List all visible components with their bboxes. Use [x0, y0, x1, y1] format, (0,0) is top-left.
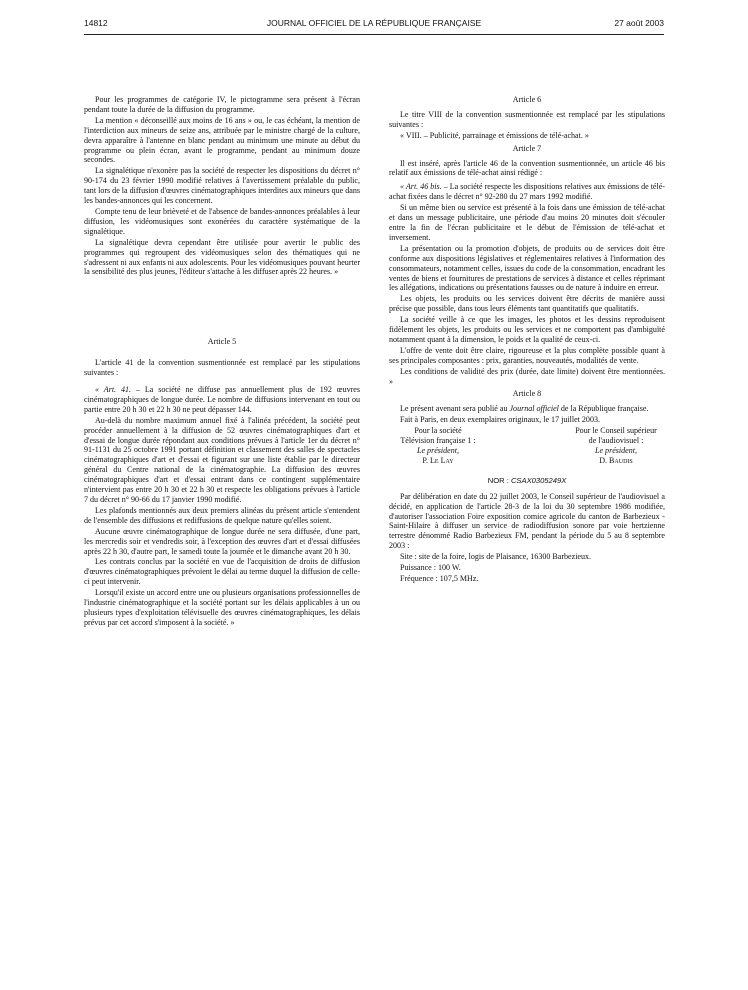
paragraph: L'article 41 de la convention susmentionnée est remplacé par les stipulations suivantes :: [84, 358, 360, 378]
header-rule: [84, 34, 664, 35]
paragraph: Site : site de la foire, logis de Plaisance, 16300 Barbezieux.: [400, 552, 592, 562]
signatory-name: P. Le Lay: [422, 455, 454, 465]
paragraph: Le titre VIII de la convention susmentionnée est remplacé par les stipulations suivantes :: [389, 109, 665, 129]
paragraph: Les contrats conclus par la société en vue de l'acquisition de droits de diffusion d'œuvres cinématographiques prévoient le délai au terme duquel la diffusion de celle-ci peut intervenir.: [84, 557, 360, 587]
paragraph: La société veille à ce que les images, les photos et les dessins reproduisent fidèlement les objets, les produits ou les services et ne comportent pas d'ambiguïté notamment quant à la dimension, le poids et la qualité de ceux-ci.: [389, 315, 665, 344]
signature-block: [389, 426, 665, 466]
paragraph: Il est inséré, après l'article 46 de la convention susmentionnée, un article 46 bis relatif aux émissions de télé-achat ainsi rédigé :: [389, 158, 665, 178]
article-8-heading: Article 8: [512, 389, 542, 399]
paragraph: Au-delà du nombre maximum annuel fixé à l'alinéa précédent, la société peut procéder annuellement à la diffusion de 52 œuvres cinématographiques d'art et d'essai de longue durée répondant aux conditions prévues à l'article 1er du décret n° 91-1131 du 25 octobre 1991 portant définition et classement des salles de spectacles cinématographiques d'art et d'essai et figurant sur une liste établie par le directeur général du Centre national de la cinématographie. La diffusion des œuvres cinématographiques d'art et d'essai entrant dans ce contingent supplémentaire n'intervient pas entre 20 h 30 et 22 h 30 et respecte les obligations prévues à l'article 7 du décret n° 90-66 du 17 janvier 1990 modifié.: [84, 415, 360, 504]
paragraph: Aucune œuvre cinématographique de longue durée ne sera diffusée, d'une part, les mercredis soir et vendredis soir, à l'exception des œuvres d'art et d'essai diffusées après 22 h 30, d'autre part, le samedi toute la journée et le dimanche avant 20 h 30.: [84, 526, 360, 556]
paragraph: Les conditions de validité des prix (durée, date limite) doivent être mentionnées. »: [389, 366, 665, 386]
signature-left: Pour la société Télévision française 1 : Le président, P. Le Lay: [389, 426, 527, 466]
journal-reference: Journal officiel: [509, 404, 559, 414]
paragraph: L'offre de vente doit être claire, rigoureuse et la plus complète possible quant à ses principales composantes : prix, garanties, nouveautés, modalités de vente.: [389, 345, 665, 365]
paragraph: Pour les programmes de catégorie IV, le pictogramme sera présent à l'écran pendant toute la durée de la diffusion du programme.: [84, 95, 360, 114]
paragraph: La présentation ou la promotion d'objets, de produits ou de services doit être conforme aux dispositions législatives et réglementaires relatives à l'information des consommateurs, notamment celles, issues du code de la consommation, encadrant les ventes de biens et fournitures de prestations de services à distance et celles réprimant les allégations, indications ou présentations fausses ou de nature à induire en erreur.: [389, 243, 665, 293]
article-label: « Art. 41.: [95, 385, 132, 395]
paragraph: La mention « déconseillé aux moins de 16 ans » ou, le cas échéant, la mention de l'interdiction aux mineurs de seize ans, attribuée par le ministre chargé de la culture, devra apparaître à l'antenne en blanc pendant au minimum une minute au début du programme ou plein écran, avant le programme, pendant au minimum douze secondes.: [84, 115, 360, 165]
paragraph: Lorsqu'il existe un accord entre une ou plusieurs organisations professionnelles de l'industrie cinématographique et la société portant sur les délais applicables à un ou plusieurs types d'exploitation télévisuelle des œuvres cinématographiques, les délais prévus par cet accord s'imposent à la société. »: [84, 588, 360, 627]
paragraph: « Art. 41. – La société ne diffuse pas annuellement plus de 192 œuvres cinématographiques de longue durée. Le nombre de diffusions intervenant en tout ou partie entre 20 h 30 et 22 h 30 ne peut dépasser 144.: [84, 385, 360, 414]
paragraph: « VIII. – Publicité, parrainage et émissions de télé-achat. »: [400, 130, 589, 140]
paragraph: Fréquence : 107,5 MHz.: [400, 573, 479, 583]
article-6-heading: Article 6: [512, 95, 542, 104]
paragraph: Le présent avenant sera publié au Journal officiel de la République française.: [400, 404, 649, 414]
paragraph: « Art. 46 bis. – La société respecte les dispositions relatives aux émissions de télé-achat fixées dans le décret n° 92-280 du 27 mars 1992 modifié.: [389, 182, 665, 202]
paragraph: Les objets, les produits ou les services doivent être décrits de manière aussi précise que possible, dans tous leurs éléments tant quantitatifs que qualitatifs.: [389, 294, 665, 314]
right-column: [389, 95, 665, 585]
page-number: 14812: [84, 18, 108, 28]
journal-title: JOURNAL OFFICIEL DE LA RÉPUBLIQUE FRANÇAISE: [266, 18, 482, 28]
page-header: [84, 18, 664, 32]
paragraph: Par délibération en date du 22 juillet 2003, le Conseil supérieur de l'audiovisuel a décidé, en application de l'article 28-3 de la loi du 30 septembre 1986 modifiée, d'autoriser l'association Foire exposition comice agricole du canton de Barbezieux - Saint-Hilaire à diffuser un service de radiodiffusion sonore par voie hertzienne terrestre dénommé Radio Barbezieux FM, pendant la période du 5 au 8 septembre 2003 :: [389, 491, 665, 551]
paragraph: Fait à Paris, en deux exemplaires originaux, le 17 juillet 2003.: [400, 415, 601, 425]
article-label: « Art. 46 bis.: [400, 182, 442, 192]
paragraph: Les plafonds mentionnés aux deux premiers alinéas du présent article s'entendent de l'ensemble des diffusions et rediffusions de quelque nature qu'elles soient.: [84, 505, 360, 525]
paragraph: Puissance : 100 W.: [400, 563, 461, 573]
article-7-heading: Article 7: [512, 143, 542, 153]
nor-reference: NOR : CSAX0305249X: [487, 475, 567, 485]
paragraph: Compte tenu de leur brièveté et de l'absence de bandes-annonces préalables à leur diffusion, les vidéomusiques sont exonérées du caractère systématique de la signalétique.: [84, 206, 360, 236]
signature-right: Pour le Conseil supérieur de l'audiovisuel : Le président, D. Baudis: [527, 426, 665, 466]
signatory-name: D. Baudis: [599, 455, 633, 465]
left-column: [84, 95, 360, 629]
paragraph: Si un même bien ou service est présenté à la fois dans une émission de télé-achat et dans un message publicitaire, une période d'au moins 20 minutes doit s'écouler entre la fin de l'écran publicitaire et le début de l'émission de télé-achat et inversement.: [389, 203, 665, 242]
paragraph: La signalétique devra cependant être utilisée pour avertir le public des programmes qui regroupent des vidéomusiques selon des thématiques qui ne s'adressent ni aux enfants ni aux adolescents. Pour les vidéomusiques pouvant heurter la sensibilité des plus jeunes, l'éditeur s'attache à les diffuser après 22 heures. »: [84, 237, 360, 277]
paragraph: La signalétique n'exonère pas la société de respecter les dispositions du décret n° 90-174 du 23 février 1990 modifié relatives à l'avertissement préalable du public, tant lors de la diffusion d'œuvres cinématographiques interdites aux mineurs que dans les bandes-annonces qui les concernent.: [84, 166, 360, 206]
issue-date: 27 août 2003: [614, 18, 664, 28]
article-5-heading: Article 5: [207, 337, 237, 347]
